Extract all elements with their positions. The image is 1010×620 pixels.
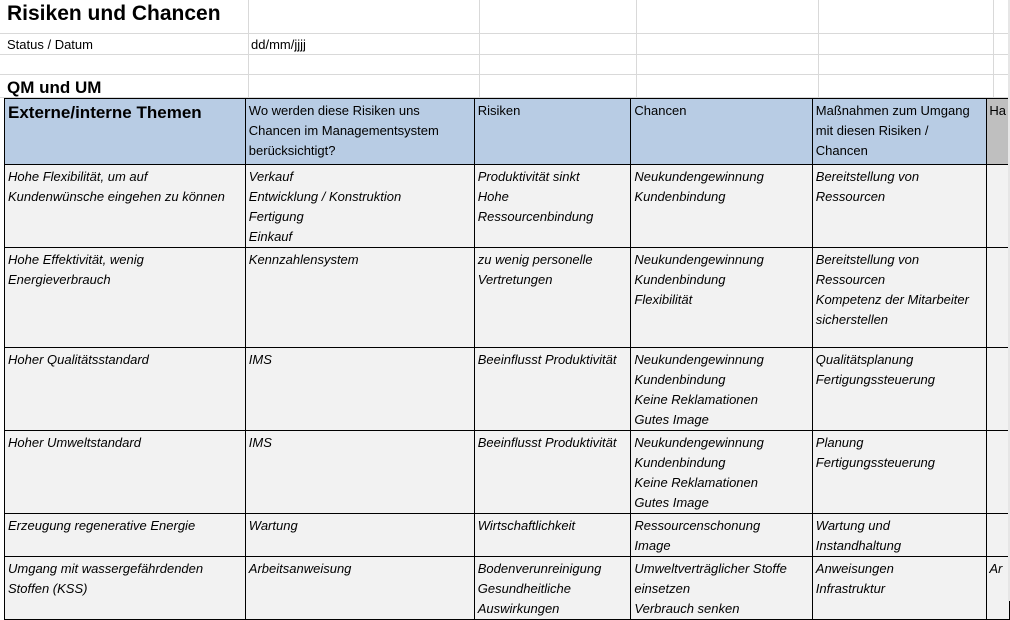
cell-chances-line: Kundenbindung	[634, 372, 726, 387]
cell-measures[interactable]	[812, 165, 987, 248]
cell-chances-line: Neukundengewinnung	[634, 435, 764, 450]
header-risks[interactable]: Risiken	[474, 99, 631, 165]
cell-measures-line: Fertigungssteuerung	[815, 455, 936, 470]
cell-risks-line: Vertretungen	[477, 272, 553, 287]
cell-risks[interactable]	[474, 165, 631, 248]
cell-measures[interactable]	[812, 557, 987, 620]
grid-row	[0, 55, 1010, 75]
cell-theme-text: Hohe Flexibilität, um auf Kundenwünsche eingehen zu können	[8, 169, 225, 204]
cell-extra[interactable]	[987, 431, 1010, 514]
cell-theme-text: Umgang mit wassergefährdenden Stoffen (KSS)	[8, 561, 204, 596]
cell-measures-line: Bereitstellung von	[815, 252, 920, 267]
cell-theme-text: Hoher Qualitätsstandard	[8, 352, 149, 367]
cell-chances[interactable]	[631, 557, 812, 620]
cell-measures-line: Anweisungen	[815, 561, 894, 576]
cell-theme[interactable]	[5, 557, 246, 620]
status-label[interactable]: Status / Datum	[7, 37, 93, 52]
cell-where[interactable]	[245, 248, 474, 348]
cell-measures-line: Fertigungssteuerung	[815, 372, 936, 387]
cell-extra[interactable]	[987, 348, 1010, 431]
cell-measures[interactable]	[812, 431, 987, 514]
cell-theme[interactable]	[5, 514, 246, 557]
cell-measures-line: Kompetenz der Mitarbeiter	[815, 292, 969, 307]
cell-where[interactable]	[245, 514, 474, 557]
cell-chances-line: Neukundengewinnung	[634, 352, 764, 367]
cell-chances-line: Ressourcenschonung	[634, 518, 761, 533]
cell-chances-line: Image	[634, 538, 671, 553]
cell-chances[interactable]	[631, 348, 812, 431]
table-row	[5, 348, 1010, 431]
cell-chances-line: Gutes Image	[634, 412, 709, 427]
cell-risks-line: Bodenverunreinigung	[477, 561, 602, 576]
cell-risks[interactable]	[474, 348, 631, 431]
cell-where-line: Arbeitsanweisung	[248, 561, 352, 576]
cell-risks-line: Beeinflusst Produktivität	[477, 352, 617, 367]
cell-where-line: IMS	[248, 435, 272, 450]
cell-chances-line: einsetzen	[634, 581, 691, 596]
cell-where-line: Fertigung	[248, 209, 304, 224]
cell-theme[interactable]	[5, 248, 246, 348]
table-row	[5, 514, 1010, 557]
cell-measures-line: Bereitstellung von	[815, 169, 920, 184]
cell-extra[interactable]	[987, 557, 1010, 620]
cell-theme[interactable]	[5, 431, 246, 514]
cell-risks-line: Ressourcenbindung	[477, 209, 594, 224]
cell-chances-line: Kundenbindung	[634, 189, 726, 204]
cell-measures-line: Infrastruktur	[815, 581, 886, 596]
cell-where-line: Einkauf	[248, 229, 293, 244]
header-chances[interactable]: Chancen	[631, 99, 812, 165]
risk-chance-table	[4, 98, 1010, 620]
cell-where[interactable]	[245, 557, 474, 620]
cell-measures-line: Ressourcen	[815, 272, 886, 287]
cell-risks-line: Hohe	[477, 189, 509, 204]
header-where[interactable]: Wo werden diese Risiken uns Chancen im Managementsystem berücksichtigt?	[245, 99, 474, 165]
cell-where[interactable]	[245, 431, 474, 514]
cell-theme-text: Hohe Effektivität, wenig Energieverbrauch	[8, 252, 144, 287]
grid-row	[0, 34, 1010, 55]
cell-chances[interactable]	[631, 431, 812, 514]
cell-risks-line: zu wenig personelle	[477, 252, 593, 267]
table-row	[5, 557, 1010, 620]
cell-chances-line: Keine Reklamationen	[634, 475, 758, 490]
cell-measures-line: Ressourcen	[815, 189, 886, 204]
cell-measures-line: sicherstellen	[815, 312, 889, 327]
section-title[interactable]: QM und UM	[7, 78, 102, 97]
cell-measures-line: Wartung und	[815, 518, 890, 533]
cell-risks-line: Beeinflusst Produktivität	[477, 435, 617, 450]
cell-risks-line: Produktivität sinkt	[477, 169, 580, 184]
cell-measures-line: Planung	[815, 435, 864, 450]
cell-where[interactable]	[245, 165, 474, 248]
cell-chances-line: Gutes Image	[634, 495, 709, 510]
cell-chances-line: Kundenbindung	[634, 272, 726, 287]
cell-chances[interactable]	[631, 514, 812, 557]
cell-extra-text: Ar	[989, 561, 1003, 576]
cell-where-line: IMS	[248, 352, 272, 367]
table-row	[5, 165, 1010, 248]
cell-theme-text: Erzeugung regenerative Energie	[8, 518, 196, 533]
cell-where-line: Kennzahlensystem	[248, 252, 359, 267]
cell-chances[interactable]	[631, 165, 812, 248]
cell-extra[interactable]	[987, 248, 1010, 348]
cell-chances-line: Verbrauch senken	[634, 601, 740, 616]
cell-chances-line: Kundenbindung	[634, 455, 726, 470]
table-row	[5, 248, 1010, 348]
cell-risks-line: Gesundheitliche	[477, 581, 571, 596]
header-topics[interactable]: Externe/interne Themen	[5, 99, 246, 165]
cell-extra[interactable]	[987, 514, 1010, 557]
cell-measures[interactable]	[812, 248, 987, 348]
header-measures[interactable]: Maßnahmen zum Umgang mit diesen Risiken / Chancen	[812, 99, 987, 165]
cell-where-line: Wartung	[248, 518, 298, 533]
cell-chances-line: Flexibilität	[634, 292, 693, 307]
cell-theme[interactable]	[5, 165, 246, 248]
cell-chances-line: Umweltverträglicher Stoffe	[634, 561, 787, 576]
header-truncated[interactable]: Ha	[987, 99, 1010, 165]
cell-measures-line: Instandhaltung	[815, 538, 902, 553]
table-row	[5, 431, 1010, 514]
cell-risks[interactable]	[474, 557, 631, 620]
cell-where[interactable]	[245, 348, 474, 431]
cell-where-line: Entwicklung / Konstruktion	[248, 189, 402, 204]
cell-risks-line: Wirtschaftlichkeit	[477, 518, 576, 533]
date-cell[interactable]: dd/mm/jjjj	[251, 37, 306, 52]
cell-measures[interactable]	[812, 514, 987, 557]
table-header-row	[5, 99, 1010, 165]
cell-theme[interactable]	[5, 348, 246, 431]
cell-chances-line: Neukundengewinnung	[634, 252, 764, 267]
sheet-title[interactable]: Risiken und Chancen	[7, 2, 221, 25]
cell-measures-line: Qualitätsplanung	[815, 352, 914, 367]
cell-extra[interactable]	[987, 165, 1010, 248]
cell-chances-line: Neukundengewinnung	[634, 169, 764, 184]
cell-risks[interactable]	[474, 431, 631, 514]
cell-risks[interactable]	[474, 514, 631, 557]
cell-theme-text: Hoher Umweltstandard	[8, 435, 141, 450]
cell-risks-line: Auswirkungen	[477, 601, 560, 616]
cell-where-line: Verkauf	[248, 169, 294, 184]
cell-risks[interactable]	[474, 248, 631, 348]
grid-row	[0, 75, 1010, 98]
cell-measures[interactable]	[812, 348, 987, 431]
cell-chances[interactable]	[631, 248, 812, 348]
cell-chances-line: Keine Reklamationen	[634, 392, 758, 407]
